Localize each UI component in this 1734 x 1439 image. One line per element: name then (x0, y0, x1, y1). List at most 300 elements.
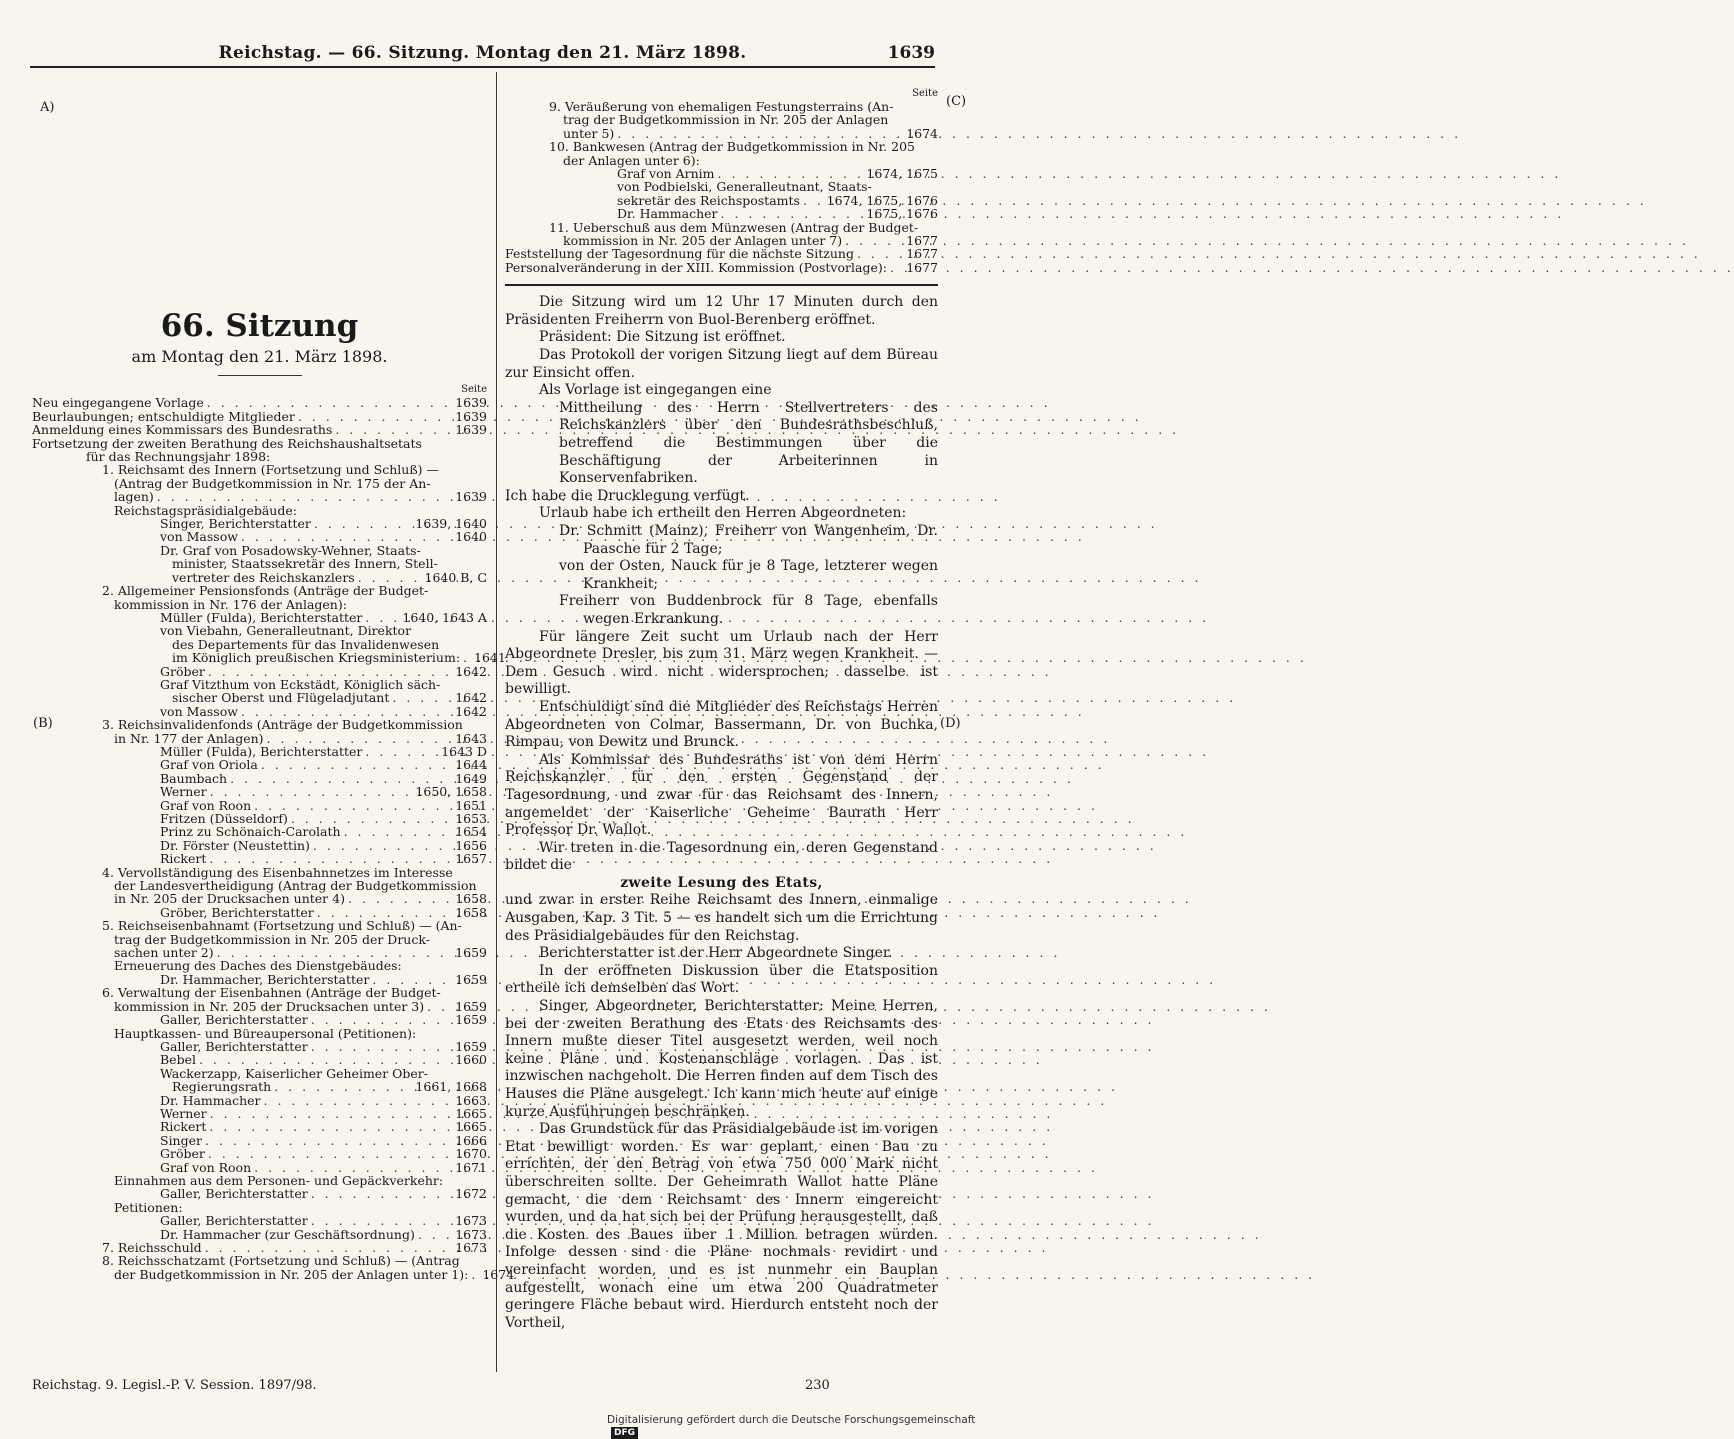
leader-dots (358, 571, 422, 584)
toc-page-ref: 1656 (455, 837, 487, 853)
leader-dots (311, 1214, 452, 1227)
toc-entry-text: 1. Reichsamt des Innern (Fortsetzung und Schluß) — (102, 462, 440, 478)
toc-page-ref: 1643 D (441, 743, 487, 759)
toc-entry (32, 678, 487, 691)
toc-page-ref: 1674, 1675, 1676 (826, 192, 938, 208)
toc-page-ref: 1639 (455, 395, 487, 411)
toc-entry-text: von Viebahn, Generalleutnant, Direktor (160, 623, 412, 639)
leader-dots (241, 705, 452, 718)
seite-label: Seite (912, 88, 938, 99)
toc-entry (505, 207, 938, 220)
toc-page-ref: 1642 (455, 663, 487, 679)
toc-entry-text: Beurlaubungen; entschuldigte Mitglieder (32, 408, 295, 424)
footer-signature: 230 (805, 1378, 830, 1393)
toc-entry (32, 879, 487, 892)
leader-dots (298, 410, 452, 423)
toc-entry (32, 1067, 487, 1080)
margin-marker-b: (B) (33, 716, 53, 731)
toc-entry (32, 1094, 487, 1107)
toc-entry (32, 933, 487, 946)
toc-entry-text: Baumbach (160, 770, 228, 786)
leader-dots (418, 1228, 452, 1241)
leader-dots (205, 1241, 452, 1254)
leader-dots (261, 758, 452, 771)
toc-entry-text: Hauptkassen- und Büreaupersonal (Petitionen): (114, 1025, 417, 1041)
leader-dots (274, 1080, 412, 1093)
toc-page-ref: 1674 (906, 125, 938, 141)
toc-entry-text: Gröber, Berichterstatter (160, 904, 314, 920)
toc-entry (505, 194, 938, 207)
toc-page-ref: 1677 (906, 259, 938, 275)
toc-entry (32, 732, 487, 745)
leader-dots (803, 194, 824, 207)
toc-entry-text: im Königlich preußischen Kriegsministerium: (172, 650, 461, 666)
toc-entry (32, 1228, 487, 1241)
session-title: 66. Sitzung (160, 308, 359, 344)
toc-entry (32, 1266, 515, 1282)
toc-entry-text: Galler, Berichterstatter (160, 1186, 308, 1202)
leader-dots (311, 1013, 452, 1026)
toc-entry-text: kommission in Nr. 205 der Drucksachen unter 3) (114, 998, 425, 1014)
toc-entry-text: trag der Budgetkommission in Nr. 205 der Druck- (114, 931, 430, 947)
toc-page-ref: 1653 (455, 811, 487, 826)
toc-entry (32, 852, 487, 865)
toc-entry (32, 1201, 487, 1214)
section-separator (505, 284, 938, 286)
toc-entry-text: Prinz zu Schönaich-Carolath (160, 824, 341, 840)
toc-entry (505, 113, 938, 126)
toc-entry-text: Dr. Hammacher, Berichterstatter (160, 971, 370, 987)
leader-dots (217, 946, 453, 959)
toc-page-ref: 1673 (455, 1240, 487, 1255)
toc-entry-text: Singer, Berichterstatter (160, 516, 311, 532)
toc-entry (32, 812, 487, 825)
toc-entry-text: Dr. Hammacher (160, 1092, 261, 1108)
toc-page-ref: 1665 (455, 1119, 487, 1135)
leader-dots (314, 517, 413, 530)
toc-entry (32, 544, 487, 557)
toc-entry-text: vertreter des Reichskanzlers (172, 569, 355, 585)
toc-entry (32, 1134, 487, 1147)
toc-entry-text: in Nr. 177 der Anlagen) (114, 730, 264, 746)
transcript-paragraph: Das Protokoll der vorigen Sitzung liegt auf dem Büreau zur Einsicht offen. (505, 347, 938, 381)
leader-dots (208, 665, 452, 678)
leader-dots (313, 839, 452, 852)
toc-entry (32, 504, 487, 517)
toc-entry-text: sachen unter 2) (114, 945, 214, 961)
toc-entry (32, 1000, 487, 1013)
toc-entry (32, 638, 487, 651)
toc-page-ref: 1644 (455, 757, 487, 773)
margin-marker-a: A) (40, 100, 55, 115)
toc-entry (32, 1120, 487, 1133)
toc-entry (505, 180, 938, 193)
leader-dots (335, 423, 452, 436)
toc-entry (32, 946, 487, 959)
toc-page-ref: 1643 (455, 730, 487, 746)
toc-entry (32, 1027, 487, 1040)
leader-dots (392, 691, 452, 704)
toc-entry (32, 624, 487, 637)
toc-entry-text: sekretär des Reichspostamts (617, 192, 800, 208)
toc-page-ref: 1651 (455, 797, 487, 813)
toc-entry (32, 1161, 487, 1174)
transcript-paragraph: Entschuldigt sind die Mitglieder des Reichstags Herren Abgeordneten von Colmar, Bassermann, Dr. von Buchka, Rimpau, von Dewitz und Brunck. (505, 698, 938, 751)
toc-entry (32, 1254, 487, 1267)
toc-page-ref: 1659 (455, 971, 487, 987)
toc-entry-text: Dr. Graf von Posadowsky-Wehner, Staats- (160, 542, 421, 558)
toc-entry (32, 866, 487, 879)
toc-page-ref: 1671 (455, 1159, 487, 1175)
toc-entry (505, 140, 938, 153)
toc-page-ref: 1654 (455, 824, 487, 840)
right-column (505, 90, 938, 1380)
leader-dots (857, 247, 903, 260)
toc-entry-text: Dr. Hammacher (zur Geschäftsordnung) (160, 1226, 415, 1242)
toc-entry (32, 650, 506, 666)
transcript-paragraph: Wir treten in die Tagesordnung ein, deren Gegenstand bildet die (505, 839, 938, 874)
toc-entry (32, 758, 487, 771)
session-date: am Montag den 21. März 1898. (131, 347, 388, 366)
toc-page-ref: 1666 (455, 1132, 487, 1148)
toc-page-ref: 1673 (455, 1226, 487, 1242)
toc-page-ref: 1639 (455, 408, 487, 424)
transcript-paragraph: Freiherr von Buddenbrock für 8 Tage, ebenfalls wegen Erkrankung. (559, 593, 938, 627)
toc-page-ref: 1659 (455, 945, 487, 961)
digitization-text: Digitalisierung gefördert durch die Deutsche Forschungsgemeinschaft (607, 1414, 976, 1426)
toc-entry (32, 799, 487, 812)
toc-entry-text: Graf Vitzthum von Eckstädt, Königlich säch- (160, 676, 441, 692)
toc-entry (505, 221, 938, 234)
toc-page-ref: 1659 (455, 1038, 487, 1054)
leader-dots (291, 812, 452, 825)
toc-entry-text: Graf von Roon (160, 1159, 252, 1175)
toc-entry (32, 1187, 487, 1200)
toc-page-ref: 1642 (455, 703, 487, 719)
toc-entry (32, 571, 487, 584)
leader-dots (845, 234, 903, 247)
toc-page-ref: 1670 (455, 1146, 487, 1162)
dfg-logo: DFG (611, 1427, 638, 1439)
toc-entry (32, 665, 487, 678)
toc-entry-text: für das Rechnungsjahr 1898: (86, 449, 271, 465)
toc-page-ref: 1665 (455, 1105, 487, 1121)
seite-label: Seite (461, 384, 487, 396)
leader-dots (890, 261, 903, 274)
leader-dots (207, 396, 452, 409)
toc-page-ref: 1639, 1640 (415, 516, 487, 532)
leader-dots (365, 611, 399, 624)
toc-page-ref: 1641 (474, 650, 506, 666)
toc-entry-text: von Massow (160, 703, 238, 719)
toc-entry (32, 1013, 487, 1026)
footer-session-info: Reichstag. 9. Legisl.-P. V. Session. 1897/98. (32, 1378, 317, 1393)
leader-dots (463, 651, 471, 664)
toc-entry-text: Dr. Förster (Neustettin) (160, 837, 310, 853)
transcript-paragraph: zweite Lesung des Etats, (620, 874, 823, 891)
transcript-paragraph: Berichterstatter ist der Herr Abgeordnete Singer. (539, 945, 893, 962)
page-number: 1639 (887, 43, 935, 63)
toc-entry-text: Fortsetzung der zweiten Berathung des Reichshaushaltsetats (32, 435, 422, 451)
toc-page-ref: 1642 (455, 690, 487, 706)
toc-entry (32, 396, 487, 409)
toc-entry-text: der Anlagen unter 6): (563, 152, 700, 168)
digitization-note (607, 1414, 1000, 1439)
toc-entry-text: Müller (Fulda), Berichterstatter (160, 609, 363, 625)
toc-entry-text: 10. Bankwesen (Antrag der Budgetkommission in Nr. 205 (549, 139, 915, 155)
transcript-paragraph: Ich habe die Drucklegung verfügt. (505, 487, 750, 504)
toc-entry-text: kommission in Nr. 205 der Anlagen unter 7) (563, 233, 843, 249)
toc-page-ref: 1659 (455, 1012, 487, 1028)
toc-entry-text: 4. Vervollständigung des Eisenbahnnetzes im Interesse (102, 864, 453, 880)
toc-entry (505, 234, 938, 247)
toc-page-ref: 1640, 1643 A (402, 609, 487, 625)
toc-entry (32, 718, 487, 731)
toc-entry-text: sischer Oberst und Flügeladjutant (172, 690, 390, 706)
toc-entry-text: in Nr. 205 der Drucksachen unter 4) (114, 891, 345, 907)
toc-entry (32, 973, 487, 986)
toc-entry (505, 127, 938, 140)
toc-entry-text: Gröber (160, 1146, 205, 1162)
transcript-paragraph: Als Kommissar des Bundesraths ist von dem Herrn Reichskanzler für den ersten Gegenstand der Tagesordnung, und zwar für das Reichsamt des Innern, angemeldet der Kaiserliche Geheime Baurath Herr Professor Dr. Wallot. (505, 751, 938, 839)
toc-entry-text: 7. Reichsschuld (102, 1240, 202, 1255)
toc-entry (32, 986, 487, 999)
toc-entry (32, 423, 487, 436)
leader-dots (365, 745, 438, 758)
toc-entry-text: Reichstagspräsidialgebäude: (114, 502, 297, 518)
leader-dots (210, 1107, 453, 1120)
leader-dots (471, 1268, 479, 1281)
leader-dots (427, 1000, 452, 1013)
leader-dots (372, 973, 452, 986)
toc-page-ref: 1657 (455, 851, 487, 867)
toc-entry (32, 772, 487, 785)
transcript-paragraph: Die Sitzung wird um 12 Uhr 17 Minuten durch den Präsidenten Freiherrn von Buol-Berenberg eröffnet. (505, 294, 938, 328)
toc-entry-text: minister, Staatssekretär des Innern, Stell- (172, 556, 438, 572)
leader-dots (718, 167, 864, 180)
toc-entry-text: Wackerzapp, Kaiserlicher Geheimer Ober- (160, 1065, 428, 1081)
toc-page-ref: 1677 (906, 246, 938, 262)
toc-entry-text: Erneuerung des Daches des Dienstgebäudes: (114, 958, 402, 974)
leader-dots (205, 1134, 452, 1147)
leader-dots (209, 1120, 452, 1133)
toc-entry (32, 785, 487, 798)
leader-dots (264, 1094, 453, 1107)
toc-entry-text: Bebel (160, 1052, 196, 1068)
toc-page-ref: 1659 (455, 998, 487, 1014)
toc-entry (32, 959, 487, 972)
toc-entry (32, 490, 487, 503)
leader-dots (344, 825, 453, 838)
toc-entry-text: Gröber (160, 663, 205, 679)
leader-dots (241, 530, 452, 543)
table-of-contents (32, 395, 515, 1282)
toc-entry-text: von Massow (160, 529, 238, 545)
toc-page-ref: 1663 (455, 1092, 487, 1108)
toc-entry (32, 450, 487, 463)
transcript-paragraph: Singer, Abgeordneter, Berichterstatter: Meine Herren, bei der zweiten Berathung des Etats des Reichsamts des Innern mußte dieser Titel ausgesetzt werden, weil noch keine Pläne und Kostenanschläge vorlagen. Das ist inzwischen nachgeholt. Die Herren finden auf dem Tisch des Hauses die Pläne ausgelegt. Ich kann mich heute auf einige kurze Ausführungen beschränken. (505, 998, 938, 1120)
toc-entry (32, 1107, 487, 1120)
toc-page-ref: 1658 (455, 891, 487, 907)
toc-page-ref: 1650, 1658 (415, 784, 487, 800)
leader-dots (267, 732, 453, 745)
toc-entry-text: 11. Ueberschuß aus dem Münzwesen (Antrag der Budget- (549, 219, 919, 235)
toc-page-ref: 1677 (906, 233, 938, 249)
leader-dots (157, 490, 452, 503)
toc-entry (32, 557, 487, 570)
toc-entry-text: Graf von Oriola (160, 757, 258, 773)
toc-entry-text: Neu eingegangene Vorlage (32, 395, 204, 411)
toc-entry-text: des Departements für das Invalidenwesen (172, 636, 440, 652)
toc-entry-text: 3. Reichsinvalidenfonds (Anträge der Budgetkommission (102, 717, 463, 733)
toc-page-ref: 1649 (455, 770, 487, 786)
session-transcript (505, 294, 938, 1332)
toc-entry (32, 611, 487, 624)
toc-entry (32, 463, 487, 476)
toc-entry (32, 919, 487, 932)
toc-entry (505, 247, 938, 260)
toc-page-ref: 1672 (455, 1186, 487, 1202)
leader-dots (311, 1040, 452, 1053)
toc-entry-text: Feststellung der Tagesordnung für die nächste Sitzung (505, 246, 854, 262)
toc-entry (32, 1174, 487, 1187)
toc-entry-text: Rickert (160, 1119, 207, 1135)
toc-entry-text: Dr. Hammacher (617, 206, 718, 222)
toc-entry-text: Graf von Arnim (617, 166, 715, 182)
toc-entry-text: 6. Verwaltung der Eisenbahnen (Anträge der Budget- (102, 985, 441, 1001)
leader-dots (254, 1161, 452, 1174)
leader-dots (199, 1053, 452, 1066)
toc-entry (32, 530, 487, 543)
toc-page-ref: 1673 (455, 1213, 487, 1229)
toc-entry-text: Galler, Berichterstatter (160, 1012, 308, 1028)
leader-dots (721, 207, 864, 220)
toc-entry (32, 517, 487, 530)
transcript-paragraph: Dr. Schmitt (Mainz), Freiherr von Wangenheim, Dr. Paasche für 2 Tage; (559, 523, 938, 557)
toc-entry (32, 1053, 487, 1066)
toc-entry-text: lagen) (114, 489, 154, 505)
toc-entry-text: 5. Reichseisenbahnamt (Fortsetzung und Schluß) — (An- (102, 918, 462, 934)
toc-page-ref: 1674 (482, 1266, 515, 1282)
toc-entry (32, 1147, 487, 1160)
toc-entry (32, 825, 487, 838)
toc-entry-text: Rickert (160, 851, 207, 867)
toc-entry (32, 906, 487, 919)
toc-entry-text: Werner (160, 784, 207, 800)
margin-marker-c: (C) (946, 94, 967, 109)
transcript-paragraph: Das Grundstück für das Präsidialgebäude ist im vorigen Etat bewilligt worden. Es war geplant, einen Bau zu errichten, der den Betrag von etwa 750 000 Mark nicht überschreiten sollte. Der Geheimrath Wallot hatte Pläne gemacht, die dem Reichsamt des Innern eingereicht wurden, und da hat sich bei der Prüfung herausgestellt, daß die Kosten des Baues über 1 Million betragen würden. Infolge dessen sind die Pläne nochmals revidirt und vereinfacht worden, und es ist nunmehr ein Bauplan aufgestellt, wonach eine um etwa 200 Quadratmeter geringere Fläche bebaut wird. Hierdurch entsteht noch der Vortheil, (505, 1121, 938, 1331)
column-divider (496, 72, 497, 1372)
toc-entry (32, 839, 487, 852)
toc-entry-text: der Landesvertheidigung (Antrag der Budgetkommission (114, 878, 477, 894)
table-of-contents-continued (505, 100, 938, 274)
leader-dots (617, 127, 903, 140)
toc-entry (32, 1040, 487, 1053)
toc-entry (32, 437, 487, 450)
margin-marker-d: (D) (940, 716, 961, 731)
toc-page-ref: 1661, 1668 (415, 1079, 487, 1095)
leader-dots (208, 1147, 452, 1160)
toc-entry-text: Graf von Roon (160, 797, 252, 813)
toc-entry-text: Anmeldung eines Kommissars des Bundesraths (32, 422, 333, 438)
toc-entry (505, 100, 938, 113)
toc-entry (32, 584, 487, 597)
running-title: Reichstag. — 66. Sitzung. Montag den 21. März 1898. (218, 43, 747, 63)
transcript-paragraph: Urlaub habe ich ertheilt den Herren Abgeordneten: (539, 505, 907, 522)
transcript-paragraph: Mittheilung des Herrn Stellvertreters des Reichskanzlers über den Bundesrathsbeschluß, betreffend die Bestimmungen über die Beschäftigung der Arbeiterinnen in Konservenfabriken. (559, 399, 938, 487)
leader-dots (230, 772, 452, 785)
page-header (30, 40, 935, 68)
toc-entry-text: Regierungsrath (172, 1079, 272, 1095)
toc-entry (32, 477, 487, 490)
toc-entry (505, 261, 938, 274)
toc-entry-text: Singer (160, 1132, 202, 1148)
toc-entry-text: Einnahmen aus dem Personen- und Gepäckverkehr: (114, 1172, 444, 1188)
toc-page-ref: 1658 (455, 904, 487, 920)
toc-page-ref: 1674, 1675 (866, 166, 938, 182)
leader-dots (348, 892, 452, 905)
leader-dots (311, 1187, 452, 1200)
toc-entry (32, 892, 487, 905)
toc-entry (505, 167, 938, 180)
toc-entry (32, 745, 487, 758)
leader-dots (210, 785, 413, 798)
toc-entry-text: unter 5) (563, 125, 615, 141)
toc-entry-text: 9. Veräußerung von ehemaligen Festungsterrains (An- (549, 99, 894, 114)
transcript-paragraph: Präsident: Die Sitzung ist eröffnet. (539, 329, 786, 346)
toc-entry (32, 1241, 487, 1254)
toc-entry-text: der Budgetkommission in Nr. 205 der Anlagen unter 1): (114, 1266, 469, 1282)
toc-page-ref: 1640 B, C (424, 569, 487, 585)
transcript-paragraph: In der eröffneten Diskussion über die Etatsposition ertheile ich demselben das Wort. (505, 962, 938, 997)
toc-entry-text: von Podbielski, Generalleutnant, Staats- (617, 179, 872, 195)
transcript-paragraph: Für längere Zeit sucht um Urlaub nach der Herr Abgeordnete Dresler, bis zum 31. März wegen Krankheit. — Dem Gesuch wird nicht widersprochen; dasselbe ist bewilligt. (505, 628, 938, 698)
toc-entry (32, 1214, 487, 1227)
toc-entry-text: Petitionen: (114, 1199, 183, 1215)
title-rule (218, 375, 302, 376)
toc-entry-text: Werner (160, 1105, 207, 1121)
toc-entry (505, 154, 938, 167)
toc-page-ref: 1639 (455, 489, 487, 505)
toc-entry-text: Personalveränderung in der XIII. Kommission (Postvorlage): (505, 259, 887, 275)
toc-entry-text: 2. Allgemeiner Pensionsfonds (Anträge der Budget- (102, 583, 429, 599)
toc-entry (32, 1080, 487, 1093)
toc-entry (32, 410, 487, 423)
toc-entry-text: 8. Reichsschatzamt (Fortsetzung und Schluß) — (Antrag (102, 1253, 460, 1269)
toc-entry-text: Fritzen (Düsseldorf) (160, 811, 288, 826)
toc-page-ref: 1660 (455, 1052, 487, 1068)
toc-page-ref: 1639 (455, 422, 487, 438)
toc-page-ref: 1675, 1676 (866, 206, 938, 222)
leader-dots (254, 799, 452, 812)
transcript-paragraph: Als Vorlage ist eingegangen eine (539, 382, 772, 399)
toc-entry-text: Galler, Berichterstatter (160, 1038, 308, 1054)
toc-entry-text: trag der Budgetkommission in Nr. 205 der Anlagen (563, 112, 889, 128)
toc-entry (32, 691, 487, 704)
transcript-paragraph: von der Osten, Nauck für je 8 Tage, letzterer wegen Krankheit; (559, 558, 938, 592)
toc-entry-text: Müller (Fulda), Berichterstatter (160, 743, 363, 759)
leader-dots (317, 906, 452, 919)
transcript-paragraph: und zwar in erster Reihe Reichsamt des Innern, einmalige Ausgaben, Kap. 3 Tit. 5 — es handelt sich um die Errichtung des Präsidialgebäudes für den Reichstag. (505, 892, 938, 944)
left-column (32, 90, 515, 1380)
leader-dots (209, 852, 452, 865)
toc-page-ref: 1640 (455, 529, 487, 545)
toc-entry-text: (Antrag der Budgetkommission in Nr. 175 der An- (114, 475, 431, 491)
toc-entry-text: Galler, Berichterstatter (160, 1213, 308, 1229)
toc-entry (32, 598, 487, 611)
toc-entry (32, 705, 487, 718)
toc-entry-text: kommission in Nr. 176 der Anlagen): (114, 596, 347, 612)
